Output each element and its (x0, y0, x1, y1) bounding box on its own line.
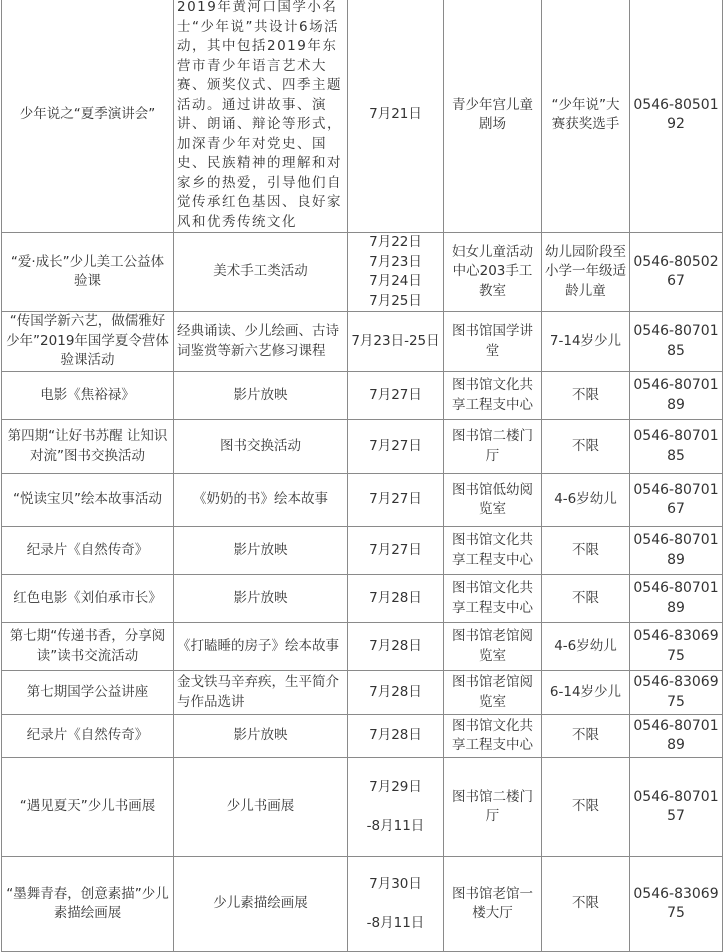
activity-date: 7月28日 (348, 671, 444, 715)
activity-audience: 不限 (542, 527, 630, 575)
activity-place: 图书馆老馆阅览室 (444, 623, 542, 671)
table-row (2, 474, 723, 527)
activity-table (1, 0, 723, 952)
activity-date: 7月27日 (348, 474, 444, 527)
activity-audience: 不限 (542, 575, 630, 623)
date-start: 7月29日 (369, 778, 422, 795)
table-row (2, 312, 723, 372)
table-row (2, 715, 723, 758)
activity-date: 7月27日 (348, 420, 444, 474)
activity-date: 7月22日 7月23日 7月24日 7月25日 (348, 233, 444, 312)
activity-name: “悦读宝贝”绘本故事活动 (2, 474, 174, 527)
table-row (2, 233, 723, 312)
activity-description: 影片放映 (174, 575, 348, 623)
contact-phone: 0546-8050267 (630, 233, 723, 312)
date-end: -8月11日 (366, 818, 425, 834)
activity-name: “传国学新六艺，做儒雅好少年”2019年国学夏令营体验课活动 (2, 312, 174, 372)
activity-audience: 幼儿园阶段至小学一年级适龄儿童 (542, 233, 630, 312)
activity-name: 红色电影《刘伯承市长》 (2, 575, 174, 623)
contact-phone: 0546-8306975 (630, 623, 723, 671)
activity-audience: 7-14岁少儿 (542, 312, 630, 372)
activity-name: 少年说之“夏季演讲会” (2, 0, 174, 233)
activity-name: 纪录片《自然传奇》 (2, 715, 174, 758)
activity-name: “爱·成长”少儿美工公益体验课 (2, 233, 174, 312)
activity-description: 《奶奶的书》绘本故事 (174, 474, 348, 527)
activity-name: 第七期国学公益讲座 (2, 671, 174, 715)
activity-place: 图书馆文化共享工程支中心 (444, 715, 542, 758)
contact-phone: 0546-8070185 (630, 420, 723, 474)
date-end: -8月11日 (366, 915, 425, 931)
contact-phone: 0546-8070167 (630, 474, 723, 527)
activity-name: 纪录片《自然传奇》 (2, 527, 174, 575)
table-row (2, 575, 723, 623)
activity-audience: 6-14岁少儿 (542, 671, 630, 715)
contact-phone: 0546-8070189 (630, 372, 723, 420)
activity-date: 7月21日 (348, 0, 444, 233)
activity-description: 2019年黄河口国学小名士“少年说”共设计6场活动，其中包括2019年东营市青少年语言艺术大赛、颁奖仪式、四季主题活动。通过讲故事、演讲、朗诵、辩论等形式，加深青少年对党史、国史、民族精神的理解和对家乡的热爱，引导他们自觉传承红色基因、良好家风和优秀传统文化 (174, 0, 348, 233)
activity-description: 影片放映 (174, 527, 348, 575)
activity-date: 7月28日 (348, 623, 444, 671)
activity-place: 妇女儿童活动中心203手工教室 (444, 233, 542, 312)
activity-place: 图书馆二楼门厅 (444, 420, 542, 474)
table-row (2, 857, 723, 952)
activity-description: 少儿素描绘画展 (174, 857, 348, 952)
activity-name: 第四期“让好书苏醒 让知识对流”图书交换活动 (2, 420, 174, 474)
activity-audience: 4-6岁幼儿 (542, 623, 630, 671)
table-row (2, 527, 723, 575)
activity-description: 少儿书画展 (174, 758, 348, 857)
contact-phone: 0546-8070189 (630, 527, 723, 575)
activity-name: “墨舞青春，创意素描”少儿素描绘画展 (2, 857, 174, 952)
activity-audience: 不限 (542, 372, 630, 420)
activity-date (348, 857, 444, 952)
activity-description: 图书交换活动 (174, 420, 348, 474)
activity-description: 金戈铁马辛弃疾，生平简介与作品选讲 (174, 671, 348, 715)
activity-place: 青少年宫儿童剧场 (444, 0, 542, 233)
activity-description: 经典诵读、少儿绘画、古诗词鉴赏等新六艺修习课程 (174, 312, 348, 372)
contact-phone: 0546-8306975 (630, 671, 723, 715)
activity-date: 7月28日 (348, 575, 444, 623)
activity-place: 图书馆老馆一楼大厅 (444, 857, 542, 952)
activity-name: “遇见夏天”少儿书画展 (2, 758, 174, 857)
contact-phone: 0546-8306975 (630, 857, 723, 952)
activity-place: 图书馆二楼门厅 (444, 758, 542, 857)
table-row (2, 0, 723, 233)
activity-name: 第七期“传递书香，分享阅读”读书交流活动 (2, 623, 174, 671)
activity-description: 影片放映 (174, 372, 348, 420)
activity-audience: 不限 (542, 420, 630, 474)
table-row (2, 420, 723, 474)
activity-place: 图书馆国学讲堂 (444, 312, 542, 372)
activity-date: 7月23日-25日 (348, 312, 444, 372)
activity-audience: 4-6岁幼儿 (542, 474, 630, 527)
activity-place: 图书馆老馆阅览室 (444, 671, 542, 715)
activity-audience: “少年说”大赛获奖选手 (542, 0, 630, 233)
activity-audience: 不限 (542, 758, 630, 857)
activity-audience: 不限 (542, 715, 630, 758)
table-row (2, 372, 723, 420)
activity-place: 图书馆文化共享工程支中心 (444, 372, 542, 420)
activity-date: 7月28日 (348, 715, 444, 758)
contact-phone: 0546-8050192 (630, 0, 723, 233)
contact-phone: 0546-8070189 (630, 575, 723, 623)
activity-date (348, 758, 444, 857)
activity-name: 电影《焦裕禄》 (2, 372, 174, 420)
table-row (2, 758, 723, 857)
contact-phone: 0546-8070185 (630, 312, 723, 372)
table-row (2, 671, 723, 715)
activity-description: 美术手工类活动 (174, 233, 348, 312)
activity-description: 《打瞌睡的房子》绘本故事 (174, 623, 348, 671)
activity-audience: 不限 (542, 857, 630, 952)
activity-place: 图书馆低幼阅览室 (444, 474, 542, 527)
table-row (2, 623, 723, 671)
activity-place: 图书馆文化共享工程支中心 (444, 527, 542, 575)
activity-date: 7月27日 (348, 527, 444, 575)
date-start: 7月30日 (369, 875, 422, 892)
activity-date: 7月27日 (348, 372, 444, 420)
contact-phone: 0546-8070157 (630, 758, 723, 857)
contact-phone: 0546-8070189 (630, 715, 723, 758)
activity-description: 影片放映 (174, 715, 348, 758)
activity-place: 图书馆文化共享工程支中心 (444, 575, 542, 623)
